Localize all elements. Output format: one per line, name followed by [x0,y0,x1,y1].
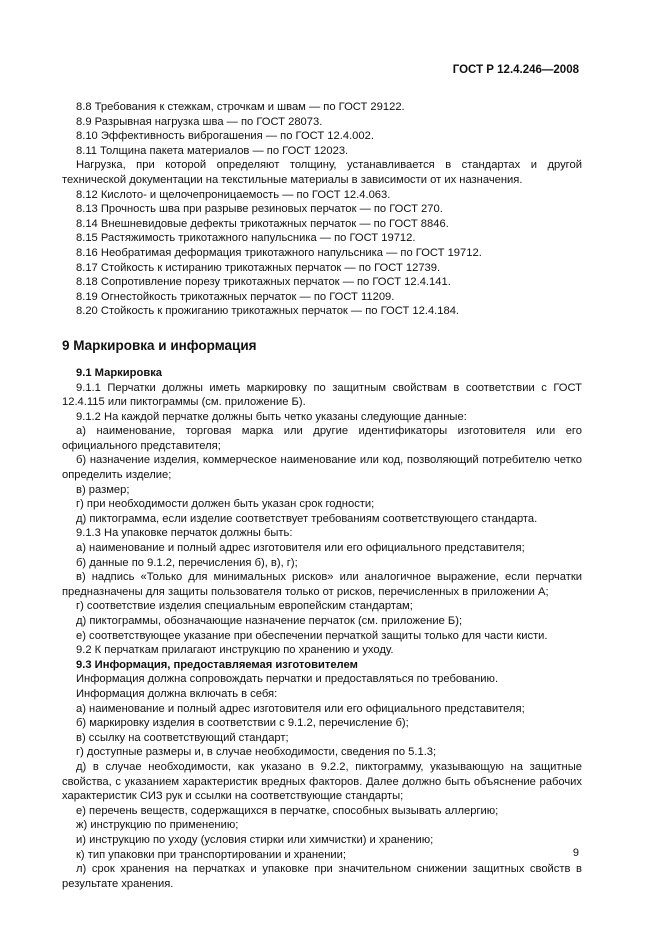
list-item: в) надпись «Только для минимальных рисков» или аналогичное выражение, если перчатки предназначены для защиты пользователя только от рисков, перечисленных в приложении А; [62,571,582,598]
document-body [62,100,582,891]
list-item: 8.11 Толщина пакета материалов — по ГОСТ 12023. [76,144,349,157]
list-item: 8.17 Стойкость к истиранию трикотажных перчаток — по ГОСТ 12739. [76,261,441,274]
marking-list [62,381,582,658]
list-item: 8.10 Эффективность виброгашения — по ГОСТ 12.4.002. [76,130,374,143]
list-item: 8.13 Прочность шва при разрыве резиновых перчаток — по ГОСТ 270. [76,203,443,216]
list-item: 8.18 Сопротивление порезу трикотажных перчаток — по ГОСТ 12.4.141. [76,276,451,289]
list-item: ж) инструкцию по применению; [76,819,239,832]
list-item: а) наименование и полный адрес изготовителя или его официального представителя; [76,542,525,555]
test-methods-list [62,100,582,319]
subsection-heading-information: 9.3 Информация, предоставляемая изготовителем [76,658,358,671]
page-number: 9 [572,847,579,859]
list-item: Информация должна сопровождать перчатки и предоставляться по требованию. [76,673,499,686]
list-item: и) инструкцию по уходу (условия стирки или химчистки) и хранению; [76,833,434,846]
list-item: 9.1.1 Перчатки должны иметь маркировку по защитным свойствам в соответствии с ГОСТ 12.4.115 или пиктограммы (см. приложение Б). [62,381,582,409]
list-item: г) при необходимости должен быть указан срок годности; [76,498,375,511]
list-item: к) тип упаковки при транспортировании и хранении; [76,848,347,861]
list-item: 9.1.2 На каждой перчатке должны быть четко указаны следующие данные: [76,410,467,423]
document-header: ГОСТ Р 12.4.246—2008 [452,64,579,76]
list-item: в) размер; [76,483,130,496]
list-item: а) наименование и полный адрес изготовителя или его официального представителя; [76,702,525,715]
list-item: б) маркировку изделия в соответствии с 9.1.2, перечисление б); [76,717,409,730]
list-item: б) данные по 9.1.2, перечисления б), в), г); [76,556,298,569]
list-item: 8.12 Кислото- и щелочепроницаемость — по ГОСТ 12.4.063. [76,188,391,201]
list-item: г) доступные размеры и, в случае необходимости, сведения по 5.1.3; [76,746,437,759]
list-item: 9.2 К перчаткам прилагают инструкцию по хранению и уходу. [76,644,394,657]
list-item: 8.19 Огнестойкость трикотажных перчаток — по ГОСТ 11209. [76,290,395,303]
list-item: 8.20 Стойкость к прожиганию трикотажных перчаток — по ГОСТ 12.4.184. [76,305,460,318]
list-item: е) соответствующее указание при обеспечении перчаткой защиты только для части кисти. [76,629,548,642]
list-item: в) ссылку на соответствующий стандарт; [76,731,289,744]
list-item: д) пиктограмма, если изделие соответствует требованиям соответствующего стандарта. [76,512,538,525]
list-item: а) наименование, торговая марка или другие идентификаторы изготовителя или его официального представителя; [62,425,582,452]
list-item: 8.16 Необратимая деформация трикотажного напульсника — по ГОСТ 19712. [76,246,482,259]
list-item: д) пиктограммы, обозначающие назначение перчаток (см. приложение Б); [76,615,463,627]
section-heading: 9 Маркировка и информация [62,337,257,353]
list-item: 8.15 Растяжимость трикотажного напульсника — по ГОСТ 19712. [76,232,416,245]
list-item: б) назначение изделия, коммерческое наименование или код, позволяющий потребителю четко определить изделие; [62,454,582,482]
subsection-heading-marking: 9.1 Маркировка [76,366,163,379]
list-item: 8.9 Разрывная нагрузка шва — по ГОСТ 28073. [76,115,323,128]
list-item: Информация должна включать в себя: [76,687,278,700]
list-item: Нагрузка, при которой определяют толщину, устанавливается в стандартах и другой технической документации на текстильные материалы в зависимости от их назначения. [62,159,582,186]
list-item: 8.14 Внешневидовые дефекты трикотажных перчаток — по ГОСТ 8846. [76,217,449,230]
list-item: е) перечень веществ, содержащихся в перчатке, способных вызывать аллергию; [76,804,499,817]
information-list [62,672,582,891]
list-item: г) соответствие изделия специальным европейским стандартам; [76,600,413,613]
list-item: 8.8 Требования к стежкам, строчкам и швам — по ГОСТ 29122. [76,101,405,113]
list-item: л) срок хранения на перчатках и упаковке при значительном снижении защитных свойств в результате хранения. [62,863,582,890]
list-item: д) в случае необходимости, как указано в 9.2.2, пиктограмму, указывающую на защитные свойства, с указанием характеристик вредных факторов. Далее должно быть объяснение рабочих характеристик СИЗ рук и ссылки на соответствующие стандарты; [62,760,582,803]
list-item: 9.1.3 На упаковке перчаток должны быть: [76,527,293,540]
